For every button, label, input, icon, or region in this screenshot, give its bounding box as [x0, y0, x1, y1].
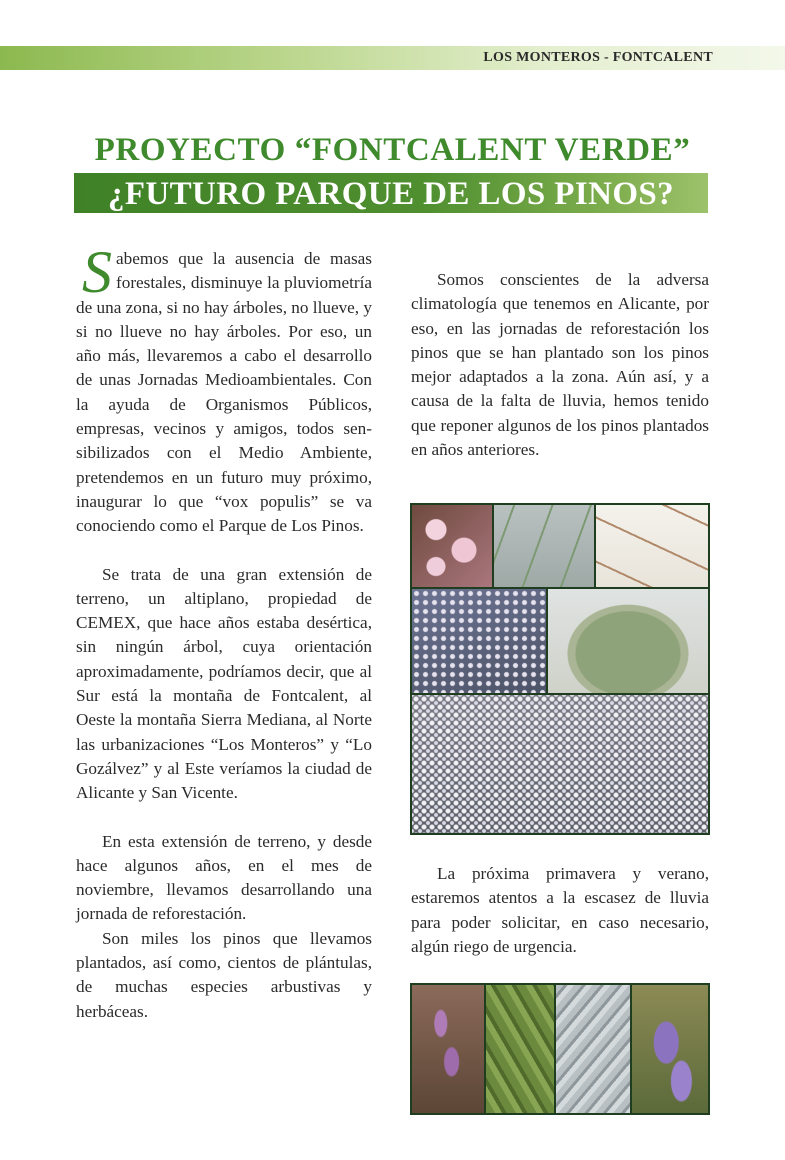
drop-cap: S [82, 239, 112, 305]
photo-flower-stems [596, 505, 708, 587]
photo-shrub [548, 589, 708, 693]
paragraph-3: En esta extensión de terreno, y desde hace algunos años, en el mes de noviembre, llevamos desarrollando una jornada de reforestación. [76, 831, 372, 924]
paragraph-2: Se trata de una gran extensión de terreno, un altiplano, propiedad de CEMEX, que hace años estaba desértica, sin ningún árbol, cuya orientación aproximadamente, podríamos decir, que al Sur está la montaña de Fontcalent, al Oeste la montaña Sierra Mediana, al Norte las urbanizaciones “Los Monteros” y “Lo Gozálvez” y al Este veríamos la ciudad de Alicante y San Vicente. [76, 564, 372, 803]
photo-flowering-ground [412, 695, 708, 833]
paragraph-1 [76, 239, 372, 539]
photo-green-leaves [486, 985, 554, 1113]
photo-white-flowers [412, 589, 546, 693]
photo-purple-flowers [632, 985, 708, 1113]
paragraph-6: La próxima primavera y verano, estaremos atentos a la escasez de lluvia para poder solicitar, en caso necesario, algún riego de urgencia. [411, 864, 709, 956]
photo-herb-sprigs [494, 505, 594, 587]
photo-pink-flowers [412, 505, 492, 587]
plant-photo-strip [410, 983, 710, 1115]
page-subtitle: ¿FUTURO PARQUE DE LOS PINOS? [107, 176, 675, 212]
right-column-top [411, 268, 709, 462]
paragraph-4: Son miles los pinos que llevamos plantados, así como, cientos de plántulas, de muchas especies arbustivas y herbáceas. [76, 928, 372, 1021]
right-column-bottom [411, 862, 709, 959]
paragraph-5: Somos conscientes de la adversa climatología que tenemos en Alicante, por eso, en las jornadas de reforestación los pinos que se han plantado son los pinos mejor adaptados a la zona. Aún así, y a causa de la falta de lluvia, hemos tenido que reponer algunos de los pinos plantados en años anteriores. [411, 270, 709, 460]
left-column [76, 239, 372, 1024]
plant-photo-collage [410, 503, 710, 835]
section-header: LOS MONTEROS - FONTCALENT [483, 50, 713, 65]
photo-purple-spikes [412, 985, 484, 1113]
photo-silver-foliage [556, 985, 630, 1113]
paragraph-1-text: abemos que la ausencia de masas forestales, disminuye la pluviometría de una zona, si no hay árboles, no llueve, y si no llueve no hay árboles. Por eso, un año más, llevaremos a cabo el desarrollo de unas Jornadas Medioambientales. Con la ayuda de Organismos Públicos, empresas, vecinos y amigos, todos sensibilizados con el Medio Ambiente, pretendemos en un futuro muy próximo, inaugurar lo que “vox populis” se va conociendo como el Parque de Los Pinos. [76, 249, 372, 536]
page-title: PROYECTO “FONTCALENT VERDE” [94, 132, 691, 168]
